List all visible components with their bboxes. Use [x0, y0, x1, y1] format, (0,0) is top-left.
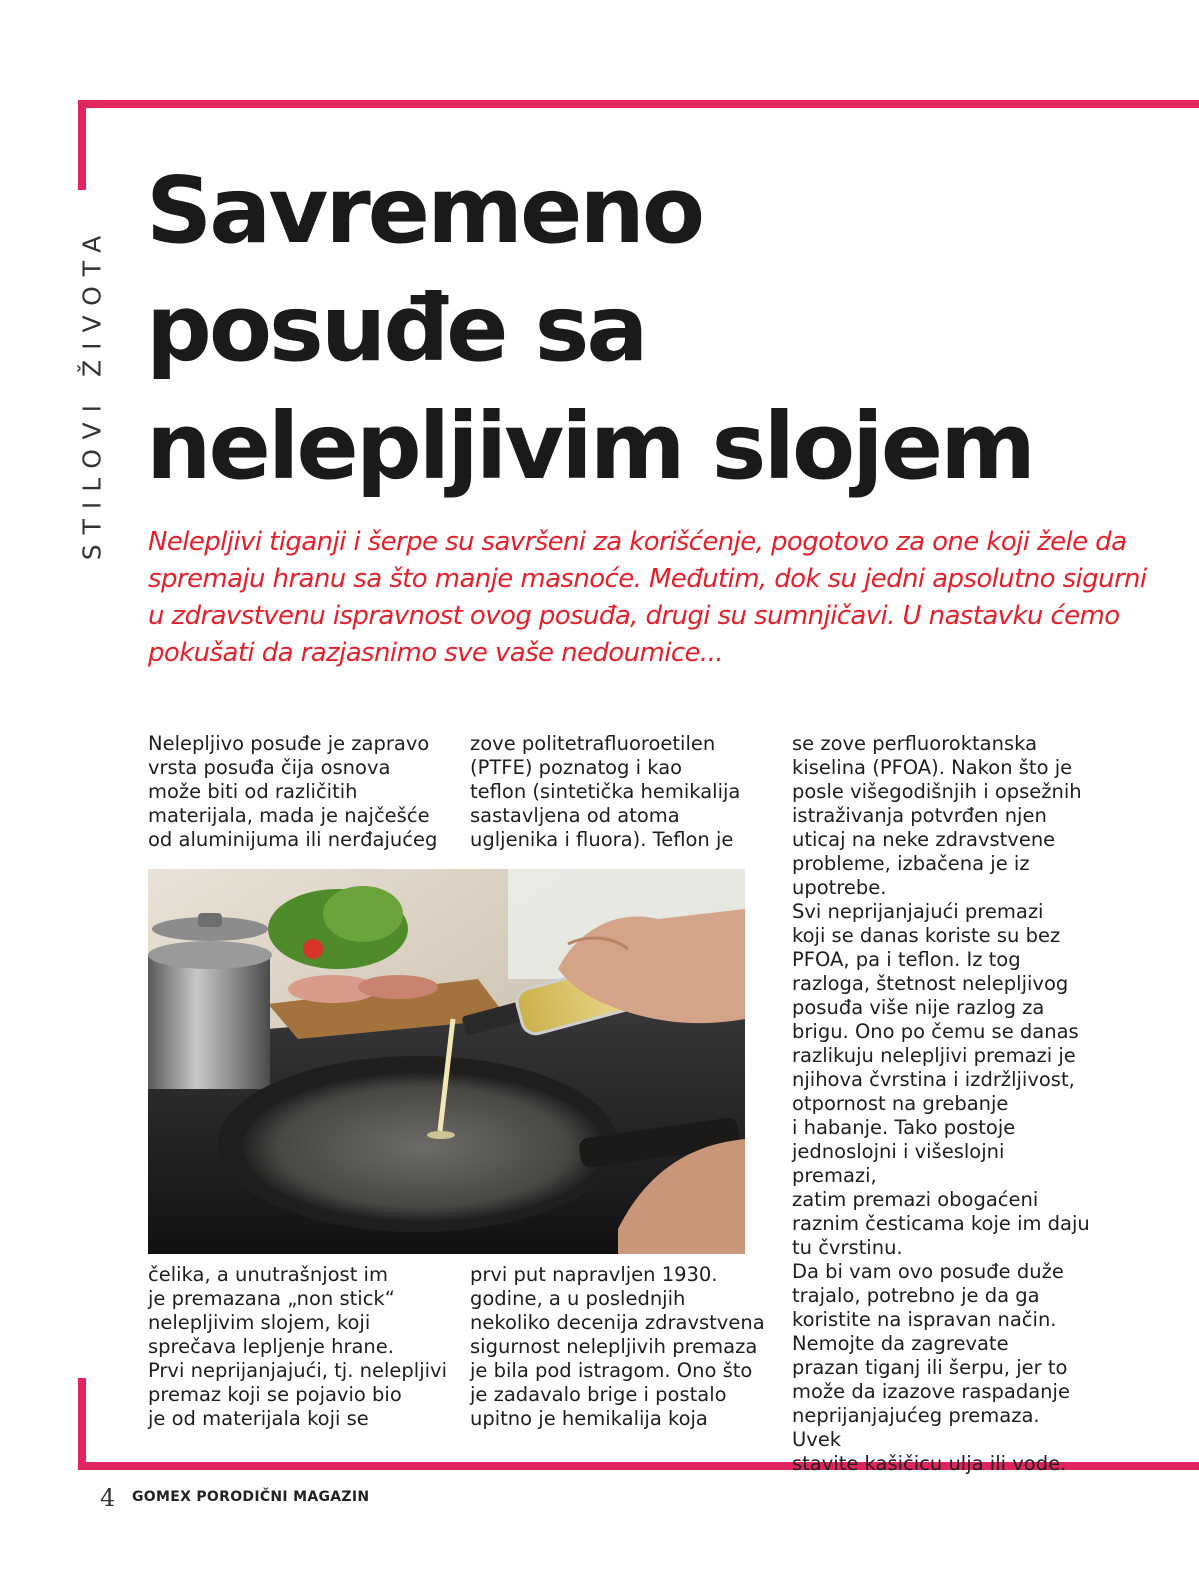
title-line-3: nelepljivim slojem [146, 393, 1033, 500]
accent-frame-left-top [78, 100, 86, 190]
column-3-text: se zove perfluoroktanska kiselina (PFOA). Nakon što je posle višegodišnjih i opsežnih istraživanja potvrđen njen uticaj na neke zdravstvene probleme, izbačena je iz upotrebe. Svi neprijanjajući premazi koji se danas koriste su bez PFOA, pa i teflon. Iz tog razloga, štetnost nelepljivog posuđa više nije razlog za brigu. Ono po čemu se danas razlikuju nelepljivi premazi je njihova čvrstina i izdržljivost, otpornost na grebanje i habanje. Tako postoje jednoslojni i višeslojni premazi, zatim premazi obogaćeni raznim česticama koje im daju tu čvrstinu. Da bi vam ovo posuđe duže trajalo, potrebno je da ga koristite na ispravan način. Nemojte da zagrevate prazan tiganj ili šerpu, jer to može da izazove raspadanje neprijanjajućeg premaza. Uvek stavite kašičicu ulja ili vode. [792, 732, 1090, 1475]
title-line-1: Savremeno [146, 157, 703, 264]
title-line-2: posuđe sa [146, 275, 646, 382]
article-lead: Nelepljivi tiganji i šerpe su savršeni za korišćenje, pogotovo za one koji žele da spremaju hranu sa što manje masnoće. Međutim, dok su jedni apsolutno sigurni u zdravstvenu ispravnost ovog posuđa, drugi su sumnjičavi. U nastavku ćemo pokušati da razjasnimo sve vaše nedoumice... [148, 527, 1147, 668]
article-title [146, 152, 1186, 506]
accent-frame-top [78, 100, 1199, 108]
article-photo-pan-oil [148, 869, 745, 1254]
column-1-bottom-text: čelika, a unutrašnjost im je premazana „non stick“ nelepljivim slojem, koji sprečava lepljenje hrane. Prvi neprijanjajući, tj. nelepljivi premaz koji se pojavio bio je od materijala koji se [148, 1263, 447, 1430]
accent-frame-left-bottom [78, 1378, 86, 1470]
column-1-top-text: Nelepljivo posuđe je zapravo vrsta posuđa čija osnova može biti od različitih materijala, mada je najčešće od aluminijuma ili nerđajućeg [148, 732, 438, 851]
magazine-name: GOMEX PORODIČNI MAGAZIN [132, 1489, 370, 1505]
column-2-bottom-text: prvi put napravljen 1930. godine, a u poslednjih nekoliko decenija zdravstvena sigurnost nelepljivih premaza je bila pod istragom. Ono što je zadavalo brige i postalo upitno je hemikalija koja [470, 1263, 765, 1430]
section-label: STILOVI ŽIVOTA [77, 225, 107, 561]
column-2-top-text: zove politetrafluoroetilen (PTFE) poznatog i kao teflon (sintetička hemikalija sastavljena od atoma ugljenika i fluora). Teflon je [470, 732, 741, 851]
page-number: 4 [100, 1484, 116, 1512]
photo-illustration [148, 869, 745, 1254]
